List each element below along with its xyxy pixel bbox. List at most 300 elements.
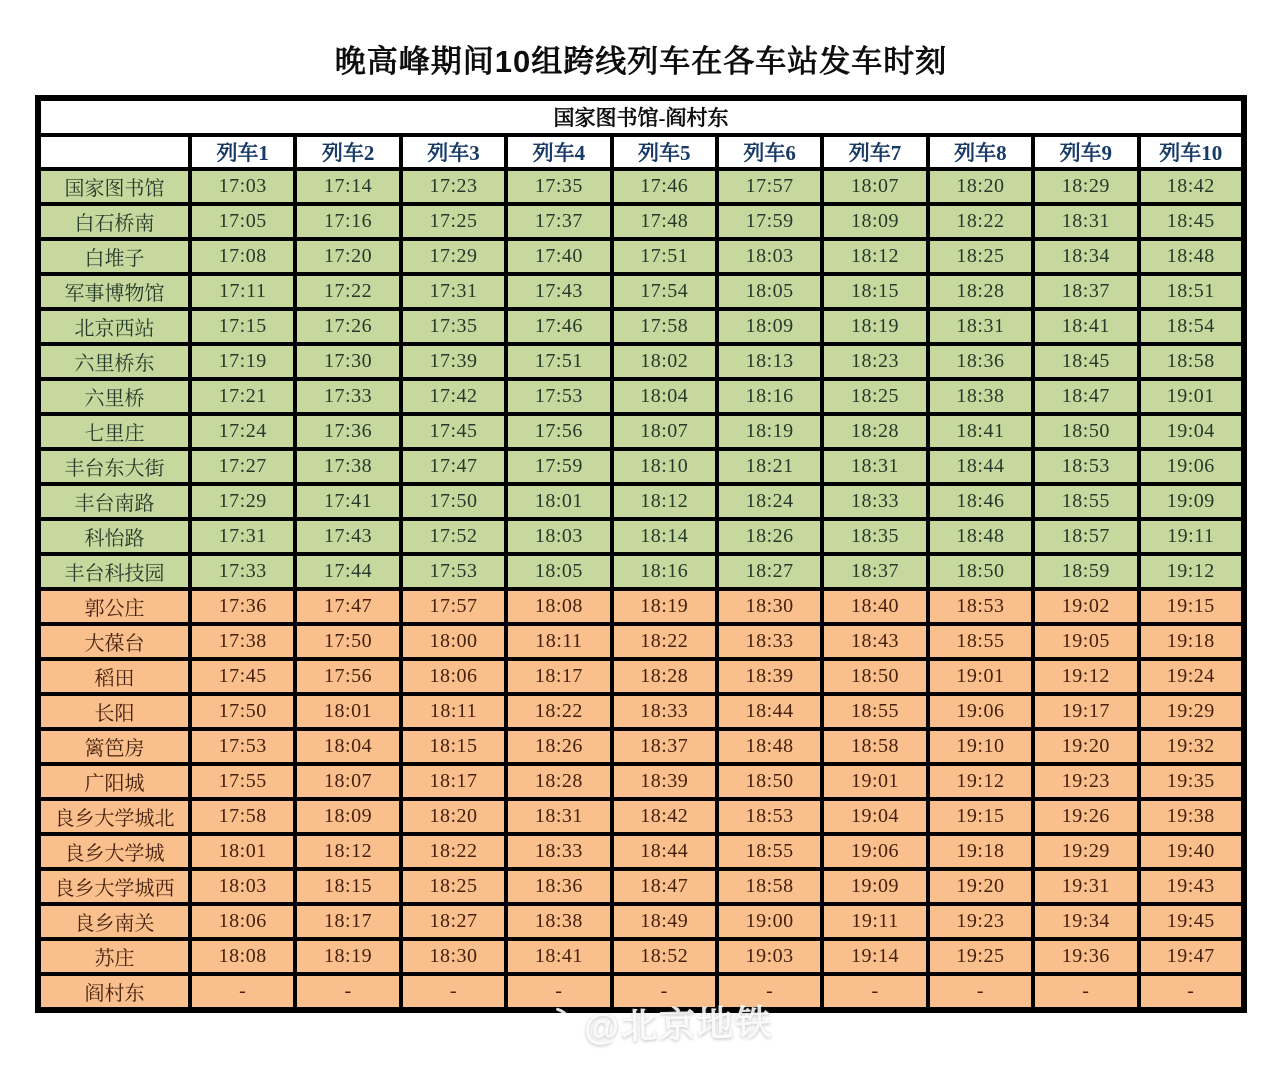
departure-time-cell: 18:46 [928, 484, 1033, 519]
departure-time-cell: 19:09 [822, 869, 927, 904]
departure-time-cell: 18:29 [1033, 169, 1138, 204]
departure-time-cell: 19:05 [1033, 624, 1138, 659]
departure-time-cell: 17:24 [190, 414, 295, 449]
departure-time-cell: 18:19 [295, 939, 400, 974]
station-name: 丰台南路 [38, 484, 190, 519]
departure-time-cell: 17:59 [506, 449, 611, 484]
departure-time-cell: 18:28 [822, 414, 927, 449]
station-row [38, 694, 1244, 729]
train-header-6: 列车6 [717, 135, 822, 169]
station-name: 稻田 [38, 659, 190, 694]
departure-time-cell: 17:14 [295, 169, 400, 204]
departure-time-cell: 17:47 [401, 449, 506, 484]
page-title: 晚高峰期间10组跨线列车在各车站发车时刻 [334, 44, 948, 79]
departure-time-cell: 17:45 [401, 414, 506, 449]
departure-time-cell: 17:35 [401, 309, 506, 344]
departure-time-cell: 18:55 [717, 834, 822, 869]
departure-time-cell: 17:55 [190, 764, 295, 799]
departure-time-cell: 17:35 [506, 169, 611, 204]
departure-time-cell: 17:37 [506, 204, 611, 239]
departure-time-cell: 17:51 [612, 239, 717, 274]
departure-time-cell: 19:06 [822, 834, 927, 869]
departure-time-cell: 17:50 [295, 624, 400, 659]
departure-time-cell: 18:12 [822, 239, 927, 274]
train-header-9: 列车9 [1033, 135, 1138, 169]
departure-time-cell: 19:43 [1139, 869, 1244, 904]
departure-time-cell: 17:22 [295, 274, 400, 309]
departure-time-cell: 19:38 [1139, 799, 1244, 834]
departure-time-cell: 17:38 [295, 449, 400, 484]
departure-time-cell: 18:53 [928, 589, 1033, 624]
departure-time-cell: 18:47 [1033, 379, 1138, 414]
departure-time-cell: 18:41 [928, 414, 1033, 449]
departure-time-cell: 18:38 [506, 904, 611, 939]
departure-time-cell: 18:03 [190, 869, 295, 904]
departure-time-cell: 18:22 [506, 694, 611, 729]
departure-time-cell: 17:33 [190, 554, 295, 589]
departure-time-cell: 18:25 [401, 869, 506, 904]
departure-time-cell: 18:30 [717, 589, 822, 624]
departure-time-cell: 17:41 [295, 484, 400, 519]
station-name: 科怡路 [38, 519, 190, 554]
corner-diagonal-cell [38, 135, 190, 169]
departure-time-cell: 19:45 [1139, 904, 1244, 939]
departure-time-cell: 18:09 [717, 309, 822, 344]
departure-time-cell: 18:54 [1139, 309, 1244, 344]
departure-time-cell: 17:57 [717, 169, 822, 204]
station-name: 良乡大学城西 [38, 869, 190, 904]
departure-time-cell: 18:22 [612, 624, 717, 659]
departure-time-cell: 17:38 [190, 624, 295, 659]
departure-time-cell: 18:31 [928, 309, 1033, 344]
departure-time-cell: 17:52 [401, 519, 506, 554]
departure-time-cell: 18:11 [401, 694, 506, 729]
departure-time-cell: - [190, 974, 295, 1010]
departure-time-cell: 17:15 [190, 309, 295, 344]
station-row [38, 519, 1244, 554]
departure-time-cell: 17:39 [401, 344, 506, 379]
departure-time-cell: 18:27 [717, 554, 822, 589]
departure-time-cell: 18:41 [1033, 309, 1138, 344]
departure-time-cell: - [1139, 974, 1244, 1010]
departure-time-cell: - [822, 974, 927, 1010]
departure-time-cell: 18:12 [295, 834, 400, 869]
station-row [38, 904, 1244, 939]
departure-time-cell: 18:06 [190, 904, 295, 939]
departure-time-cell: 17:23 [401, 169, 506, 204]
departure-time-cell: 17:51 [506, 344, 611, 379]
station-name: 苏庄 [38, 939, 190, 974]
departure-time-cell: 18:26 [717, 519, 822, 554]
departure-time-cell: 17:30 [295, 344, 400, 379]
departure-time-cell: 17:25 [401, 204, 506, 239]
station-name: 六里桥 [38, 379, 190, 414]
departure-time-cell: 17:46 [612, 169, 717, 204]
departure-time-cell: 18:05 [506, 554, 611, 589]
watermark-text: @北京地铁 [583, 1001, 774, 1048]
departure-time-cell: 19:11 [1139, 519, 1244, 554]
departure-time-cell: 18:49 [612, 904, 717, 939]
departure-time-cell: 19:35 [1139, 764, 1244, 799]
departure-time-cell: 19:18 [1139, 624, 1244, 659]
station-row [38, 414, 1244, 449]
departure-time-cell: 18:22 [401, 834, 506, 869]
departure-time-cell: 18:33 [822, 484, 927, 519]
departure-time-cell: 17:05 [190, 204, 295, 239]
departure-time-cell: 18:12 [612, 484, 717, 519]
departure-time-cell: 18:55 [822, 694, 927, 729]
departure-time-cell: 19:17 [1033, 694, 1138, 729]
departure-time-cell: 18:33 [612, 694, 717, 729]
departure-time-cell: 17:56 [506, 414, 611, 449]
departure-time-cell: 19:29 [1033, 834, 1138, 869]
departure-time-cell: 18:58 [717, 869, 822, 904]
departure-time-cell: 19:32 [1139, 729, 1244, 764]
departure-time-cell: 18:00 [401, 624, 506, 659]
station-name: 长阳 [38, 694, 190, 729]
station-row [38, 939, 1244, 974]
departure-time-cell: 18:24 [717, 484, 822, 519]
departure-time-cell: 17:54 [612, 274, 717, 309]
departure-time-cell: 18:41 [506, 939, 611, 974]
station-name: 篱笆房 [38, 729, 190, 764]
timetable [35, 95, 1247, 1013]
departure-time-cell: 19:02 [1033, 589, 1138, 624]
station-row [38, 554, 1244, 589]
station-row [38, 379, 1244, 414]
departure-time-cell: 18:45 [1139, 204, 1244, 239]
departure-time-cell: 17:31 [401, 274, 506, 309]
departure-time-cell: 18:25 [928, 239, 1033, 274]
departure-time-cell: 18:30 [401, 939, 506, 974]
departure-time-cell: 19:03 [717, 939, 822, 974]
departure-time-cell: 18:17 [295, 904, 400, 939]
departure-time-cell: 18:53 [1033, 449, 1138, 484]
departure-time-cell: 18:04 [612, 379, 717, 414]
departure-time-cell: 18:25 [822, 379, 927, 414]
station-row [38, 834, 1244, 869]
station-name: 良乡大学城北 [38, 799, 190, 834]
departure-time-cell: 18:57 [1033, 519, 1138, 554]
departure-time-cell: 17:36 [190, 589, 295, 624]
station-row [38, 309, 1244, 344]
departure-time-cell: 18:47 [612, 869, 717, 904]
departure-time-cell: 18:52 [612, 939, 717, 974]
station-row [38, 974, 1244, 1010]
departure-time-cell: 18:04 [295, 729, 400, 764]
departure-time-cell: 17:26 [295, 309, 400, 344]
departure-time-cell: 17:57 [401, 589, 506, 624]
departure-time-cell: 18:35 [822, 519, 927, 554]
departure-time-cell: 19:04 [1139, 414, 1244, 449]
departure-time-cell: 18:07 [612, 414, 717, 449]
departure-time-cell: 18:39 [612, 764, 717, 799]
station-row [38, 589, 1244, 624]
departure-time-cell: 19:12 [1139, 554, 1244, 589]
departure-time-cell: 17:20 [295, 239, 400, 274]
departure-time-cell: 18:01 [506, 484, 611, 519]
station-row [38, 869, 1244, 904]
departure-time-cell: 18:15 [295, 869, 400, 904]
train-header-10: 列车10 [1139, 135, 1244, 169]
departure-time-cell: 18:19 [822, 309, 927, 344]
departure-time-cell: 17:29 [401, 239, 506, 274]
departure-time-cell: 19:10 [928, 729, 1033, 764]
train-header-8: 列车8 [928, 135, 1033, 169]
route-header-row [38, 98, 1244, 135]
station-row [38, 344, 1244, 379]
departure-time-cell: 18:50 [928, 554, 1033, 589]
departure-time-cell: 19:01 [928, 659, 1033, 694]
route-header: 国家图书馆-阎村东 [38, 98, 1244, 135]
station-name: 郭公庄 [38, 589, 190, 624]
departure-time-cell: 18:15 [822, 274, 927, 309]
departure-time-cell: 19:00 [717, 904, 822, 939]
departure-time-cell: 17:45 [190, 659, 295, 694]
departure-time-cell: 17:53 [190, 729, 295, 764]
station-row [38, 449, 1244, 484]
departure-time-cell: 18:07 [295, 764, 400, 799]
station-name: 阎村东 [38, 974, 190, 1010]
departure-time-cell: 18:55 [928, 624, 1033, 659]
departure-time-cell: 18:01 [190, 834, 295, 869]
departure-time-cell: 18:37 [1033, 274, 1138, 309]
station-name: 北京西站 [38, 309, 190, 344]
station-name: 丰台东大街 [38, 449, 190, 484]
departure-time-cell: - [612, 974, 717, 1010]
departure-time-cell: 18:37 [612, 729, 717, 764]
departure-time-cell: 18:55 [1033, 484, 1138, 519]
departure-time-cell: 17:44 [295, 554, 400, 589]
departure-time-cell: 18:16 [612, 554, 717, 589]
departure-time-cell: - [401, 974, 506, 1010]
departure-time-cell: 18:40 [822, 589, 927, 624]
station-name: 良乡南关 [38, 904, 190, 939]
departure-time-cell: 19:15 [1139, 589, 1244, 624]
departure-time-cell: 18:22 [928, 204, 1033, 239]
departure-time-cell: - [506, 974, 611, 1010]
departure-time-cell: 18:59 [1033, 554, 1138, 589]
departure-time-cell: 17:08 [190, 239, 295, 274]
departure-time-cell: 18:45 [1033, 344, 1138, 379]
departure-time-cell: 18:15 [401, 729, 506, 764]
train-header-5: 列车5 [612, 135, 717, 169]
departure-time-cell: - [717, 974, 822, 1010]
departure-time-cell: 17:48 [612, 204, 717, 239]
station-row [38, 624, 1244, 659]
station-name: 丰台科技园 [38, 554, 190, 589]
departure-time-cell: 18:37 [822, 554, 927, 589]
departure-time-cell: 17:53 [506, 379, 611, 414]
departure-time-cell: 18:27 [401, 904, 506, 939]
departure-time-cell: 18:28 [612, 659, 717, 694]
departure-time-cell: 18:33 [717, 624, 822, 659]
departure-time-cell: 19:14 [822, 939, 927, 974]
station-row [38, 799, 1244, 834]
departure-time-cell: 18:03 [506, 519, 611, 554]
departure-time-cell: - [295, 974, 400, 1010]
departure-time-cell: 18:58 [822, 729, 927, 764]
departure-time-cell: 18:17 [506, 659, 611, 694]
departure-time-cell: 18:33 [506, 834, 611, 869]
train-header-row [38, 135, 1244, 169]
departure-time-cell: 19:34 [1033, 904, 1138, 939]
departure-time-cell: 18:50 [1033, 414, 1138, 449]
station-row [38, 659, 1244, 694]
departure-time-cell: 18:10 [612, 449, 717, 484]
departure-time-cell: 18:19 [612, 589, 717, 624]
departure-time-cell: 18:31 [822, 449, 927, 484]
departure-time-cell: 18:11 [506, 624, 611, 659]
station-name: 白石桥南 [38, 204, 190, 239]
departure-time-cell: 17:42 [401, 379, 506, 414]
departure-time-cell: 19:25 [928, 939, 1033, 974]
departure-time-cell: 17:21 [190, 379, 295, 414]
departure-time-cell: 19:29 [1139, 694, 1244, 729]
departure-time-cell: 17:19 [190, 344, 295, 379]
station-row [38, 484, 1244, 519]
departure-time-cell: 18:23 [822, 344, 927, 379]
departure-time-cell: 17:53 [401, 554, 506, 589]
departure-time-cell: 19:11 [822, 904, 927, 939]
station-row [38, 729, 1244, 764]
departure-time-cell: 19:31 [1033, 869, 1138, 904]
departure-time-cell: 19:15 [928, 799, 1033, 834]
train-header-7: 列车7 [822, 135, 927, 169]
train-header-3: 列车3 [401, 135, 506, 169]
departure-time-cell: 19:12 [1033, 659, 1138, 694]
departure-time-cell: 18:09 [295, 799, 400, 834]
station-name: 广阳城 [38, 764, 190, 799]
departure-time-cell: 18:02 [612, 344, 717, 379]
departure-time-cell: 18:08 [190, 939, 295, 974]
station-name: 大葆台 [38, 624, 190, 659]
departure-time-cell: 18:26 [506, 729, 611, 764]
train-header-1: 列车1 [190, 135, 295, 169]
departure-time-cell: 18:31 [1033, 204, 1138, 239]
station-name: 白堆子 [38, 239, 190, 274]
departure-time-cell: 19:47 [1139, 939, 1244, 974]
departure-time-cell: 17:29 [190, 484, 295, 519]
departure-time-cell: 18:43 [822, 624, 927, 659]
departure-time-cell: 19:36 [1033, 939, 1138, 974]
train-header-4: 列车4 [506, 135, 611, 169]
departure-time-cell: 18:58 [1139, 344, 1244, 379]
departure-time-cell: 18:39 [717, 659, 822, 694]
departure-time-cell: 18:14 [612, 519, 717, 554]
departure-time-cell: 18:16 [717, 379, 822, 414]
departure-time-cell: 19:18 [928, 834, 1033, 869]
departure-time-cell: 18:08 [506, 589, 611, 624]
departure-time-cell: 18:20 [401, 799, 506, 834]
departure-time-cell: 18:05 [717, 274, 822, 309]
departure-time-cell: 18:42 [1139, 169, 1244, 204]
departure-time-cell: 19:06 [928, 694, 1033, 729]
departure-time-cell: 19:24 [1139, 659, 1244, 694]
departure-time-cell: 19:23 [1033, 764, 1138, 799]
station-row [38, 169, 1244, 204]
departure-time-cell: 18:03 [717, 239, 822, 274]
departure-time-cell: 19:26 [1033, 799, 1138, 834]
station-row [38, 274, 1244, 309]
departure-time-cell: 18:01 [295, 694, 400, 729]
departure-time-cell: 18:53 [717, 799, 822, 834]
station-row [38, 204, 1244, 239]
departure-time-cell: - [1033, 974, 1138, 1010]
departure-time-cell: 18:36 [928, 344, 1033, 379]
station-name: 六里桥东 [38, 344, 190, 379]
departure-time-cell: 19:06 [1139, 449, 1244, 484]
departure-time-cell: 18:51 [1139, 274, 1244, 309]
departure-time-cell: 18:42 [612, 799, 717, 834]
departure-time-cell: 19:01 [822, 764, 927, 799]
departure-time-cell: 17:50 [190, 694, 295, 729]
departure-time-cell: 17:31 [190, 519, 295, 554]
departure-time-cell: 18:48 [717, 729, 822, 764]
departure-time-cell: 17:43 [506, 274, 611, 309]
departure-time-cell: 18:50 [717, 764, 822, 799]
departure-time-cell: 18:19 [717, 414, 822, 449]
departure-time-cell: 19:04 [822, 799, 927, 834]
departure-time-cell: 17:58 [190, 799, 295, 834]
station-row [38, 239, 1244, 274]
departure-time-cell: 18:36 [506, 869, 611, 904]
departure-time-cell: 18:50 [822, 659, 927, 694]
station-name: 军事博物馆 [38, 274, 190, 309]
departure-time-cell: 18:44 [612, 834, 717, 869]
departure-time-cell: 18:07 [822, 169, 927, 204]
departure-time-cell: 18:48 [928, 519, 1033, 554]
departure-time-cell: - [928, 974, 1033, 1010]
departure-time-cell: 18:21 [717, 449, 822, 484]
departure-time-cell: 17:33 [295, 379, 400, 414]
departure-time-cell: 18:28 [928, 274, 1033, 309]
station-row [38, 764, 1244, 799]
departure-time-cell: 17:11 [190, 274, 295, 309]
departure-time-cell: 19:20 [1033, 729, 1138, 764]
departure-time-cell: 19:20 [928, 869, 1033, 904]
departure-time-cell: 18:17 [401, 764, 506, 799]
departure-time-cell: 19:01 [1139, 379, 1244, 414]
departure-time-cell: 17:47 [295, 589, 400, 624]
departure-time-cell: 17:27 [190, 449, 295, 484]
departure-time-cell: 17:58 [612, 309, 717, 344]
departure-time-cell: 18:13 [717, 344, 822, 379]
station-name: 良乡大学城 [38, 834, 190, 869]
departure-time-cell: 19:40 [1139, 834, 1244, 869]
departure-time-cell: 19:23 [928, 904, 1033, 939]
departure-time-cell: 17:56 [295, 659, 400, 694]
departure-time-cell: 17:36 [295, 414, 400, 449]
departure-time-cell: 17:43 [295, 519, 400, 554]
departure-time-cell: 18:44 [717, 694, 822, 729]
departure-time-cell: 18:48 [1139, 239, 1244, 274]
departure-time-cell: 17:59 [717, 204, 822, 239]
departure-time-cell: 19:09 [1139, 484, 1244, 519]
departure-time-cell: 18:34 [1033, 239, 1138, 274]
departure-time-cell: 18:38 [928, 379, 1033, 414]
departure-time-cell: 17:50 [401, 484, 506, 519]
train-header-2: 列车2 [295, 135, 400, 169]
departure-time-cell: 18:44 [928, 449, 1033, 484]
station-name: 国家图书馆 [38, 169, 190, 204]
departure-time-cell: 18:09 [822, 204, 927, 239]
departure-time-cell: 18:20 [928, 169, 1033, 204]
departure-time-cell: 19:12 [928, 764, 1033, 799]
departure-time-cell: 17:46 [506, 309, 611, 344]
departure-time-cell: 17:03 [190, 169, 295, 204]
departure-time-cell: 17:40 [506, 239, 611, 274]
